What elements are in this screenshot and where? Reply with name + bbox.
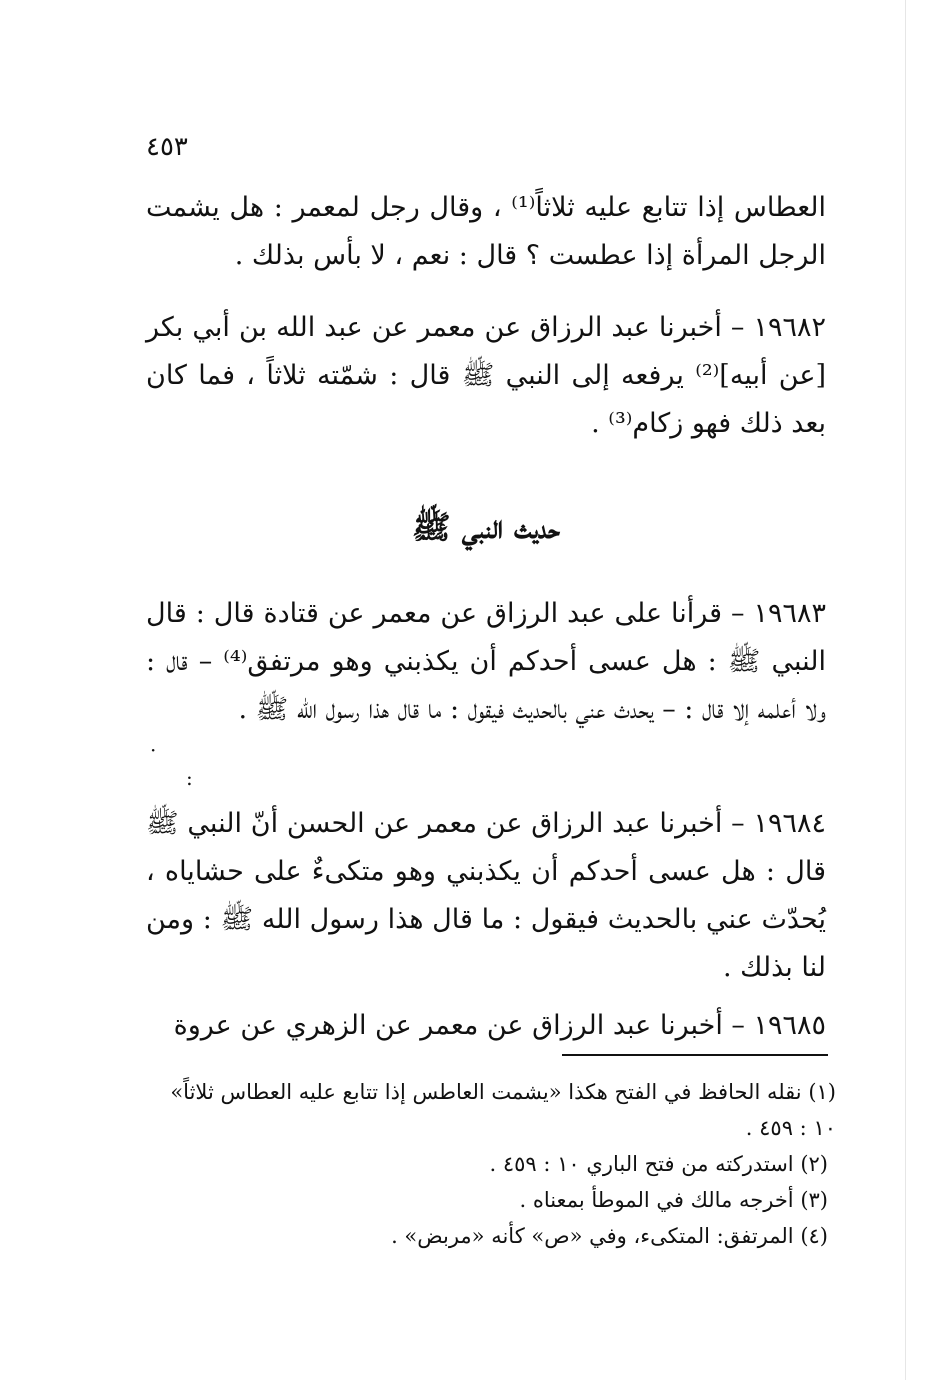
scan-dot: · <box>150 738 157 762</box>
paragraph-19685: ١٩٦٨٥ – أخبرنا عبد الرزاق عن معمر عن الزهري عن عروة <box>173 1010 826 1041</box>
paragraph-continuation: العطاس إذا تتابع عليه ثلاثاً⁽¹⁾ ، وقال رجل لمعمر : هل يشمت الرجل المرأة إذا عطست ؟ قال : نعم ، لا بأس بذلك . <box>146 192 827 271</box>
page-number: ٤٥٣ <box>146 132 188 162</box>
footnote-3: (٣) أخرجه مالك في الموطأ بمعناه . <box>519 1188 828 1212</box>
paragraph-19683: ١٩٦٨٣ – قرأنا على عبد الرزاق عن معمر عن قتادة قال : قال النبي ﷺ : هل عسى أحدكم أن يكذبني وهو مرتفق⁽⁴⁾ – قال : ولا أعلمه إلا قال : – يحدث عني بالحديث فيقول : ما قال هذا رسول الله ﷺ . <box>146 598 826 725</box>
scan-dot: : <box>186 766 193 790</box>
footnote-4: (٤) المرتفق: المتكىء، وفي «ص» كأنه «مربض» . <box>391 1224 828 1248</box>
footnotes <box>146 1074 836 1254</box>
section-heading: حديث النبي ﷺ <box>411 508 561 546</box>
footnote-separator <box>562 1054 828 1056</box>
paragraph-19682: ١٩٦٨٢ – أخبرنا عبد الرزاق عن معمر عن عبد الله بن أبي بكر [عن أبيه]⁽²⁾ يرفعه إلى النبي ﷺ قال : شمّته ثلاثاً ، فما كان بعد ذلك فهو زكام⁽³⁾ . <box>146 312 826 439</box>
scan-margin-line <box>905 0 906 1380</box>
footnote-2: (٢) استدركته من فتح الباري ١٠ : ٤٥٩ . <box>489 1152 828 1176</box>
paragraph-19684: ١٩٦٨٤ – أخبرنا عبد الرزاق عن معمر عن الحسن أنّ النبي ﷺ قال : هل عسى أحدكم أن يكذبني وهو متكىءٌ على حشاياه ، يُحدّث عني بالحديث فيقول : ما قال هذا رسول الله ﷺ : ومن لنا بذلك . <box>146 808 826 983</box>
footnote-1: (١) نقله الحافظ في الفتح هكذا «يشمت العاطس إذا تتابع عليه العطاس ثلاثاً» ١٠ : ٤٥٩ . <box>170 1080 836 1140</box>
